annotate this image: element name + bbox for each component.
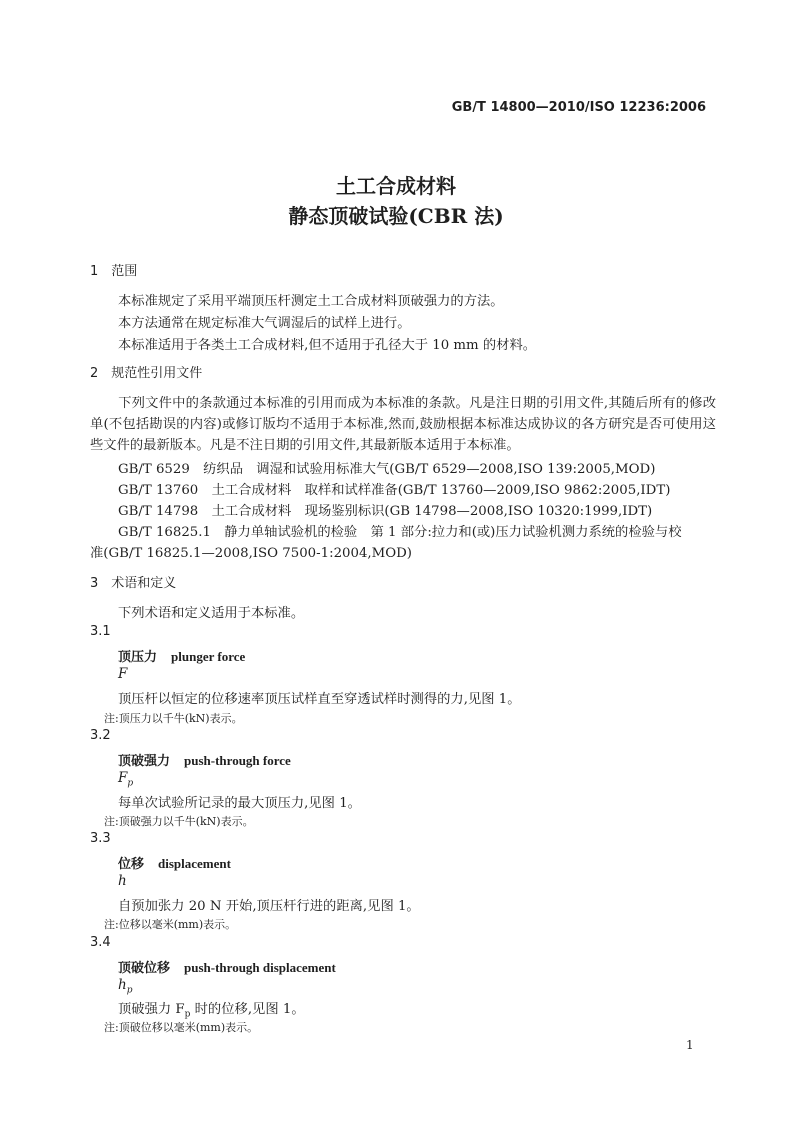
term-definition: 顶压杆以恒定的位移速率顶压试样直至穿透试样时测得的力,见图 1。 — [118, 692, 521, 707]
page-number: 1 — [686, 1038, 694, 1052]
term-note: 注:位移以毫米(mm)表示。 — [104, 918, 237, 931]
term-definition-pre: 顶破强力 F — [118, 1002, 185, 1017]
term-note: 注:顶破强力以千牛(kN)表示。 — [104, 815, 254, 828]
term-chinese: 顶破强力 — [118, 754, 171, 769]
reference-item: GB/T 14798 土工合成材料 现场鉴别标识(GB 14798—2008,ISO 10320:1999,IDT) — [118, 504, 653, 519]
term-heading — [118, 957, 336, 976]
term-definition — [118, 998, 305, 1020]
term-number: 3.3 — [90, 831, 111, 846]
reference-item: GB/T 6529 纺织品 调湿和试验用标准大气(GB/T 6529—2008,ISO 139:2005,MOD) — [118, 462, 656, 477]
section-2-heading: 2 规范性引用文件 — [90, 366, 203, 381]
term-symbol — [118, 977, 132, 996]
term-english: push-through displacement — [184, 960, 336, 975]
term-symbol — [118, 666, 127, 685]
section-1-paragraph: 本方法通常在规定标准大气调湿后的试样上进行。 — [118, 316, 411, 331]
term-definition-sub: p — [184, 1009, 191, 1020]
term-chinese: 顶压力 — [118, 650, 158, 665]
term-number: 3.1 — [90, 624, 111, 639]
term-symbol-sub: p — [127, 778, 134, 789]
term-definition-post: 时的位移,见图 1。 — [190, 1002, 305, 1017]
term-definition: 自预加张力 20 N 开始,顶压杆行进的距离,见图 1。 — [118, 899, 420, 914]
term-symbol-main: h — [118, 977, 127, 993]
section-2-intro — [90, 393, 716, 456]
term-note: 注:顶压力以千牛(kN)表示。 — [104, 712, 243, 725]
term-symbol — [118, 873, 127, 892]
term-english: plunger force — [171, 649, 246, 664]
term-chinese: 位移 — [118, 857, 145, 872]
term-note: 注:顶破位移以毫米(mm)表示。 — [104, 1021, 259, 1034]
term-chinese: 顶破位移 — [118, 961, 171, 976]
title-line-2: 静态顶破试验(CBR 法) — [288, 204, 504, 228]
term-number: 3.2 — [90, 728, 111, 743]
term-english: push-through force — [184, 753, 291, 768]
standard-number: GB/T 14800—2010/ISO 12236:2006 — [451, 100, 706, 115]
term-symbol-main: F — [118, 666, 128, 682]
term-symbol — [118, 770, 133, 789]
section-3-heading: 3 术语和定义 — [90, 576, 177, 591]
section-3-intro: 下列术语和定义适用于本标准。 — [118, 606, 305, 621]
reference-item: GB/T 13760 土工合成材料 取样和试样准备(GB/T 13760—2009,ISO 9862:2005,IDT) — [118, 483, 671, 498]
section-1-heading: 1 范围 — [90, 264, 138, 279]
term-number: 3.4 — [90, 935, 111, 950]
section-1-paragraph: 本标准规定了采用平端顶压杆测定土工合成材料顶破强力的方法。 — [118, 294, 504, 309]
term-symbol-main: F — [118, 770, 128, 786]
term-heading — [118, 646, 245, 665]
term-definition: 每单次试验所记录的最大顶压力,见图 1。 — [118, 796, 361, 811]
reference-item-continued: 准(GB/T 16825.1—2008,ISO 7500-1:2004,MOD) — [90, 546, 412, 561]
term-symbol-main: h — [118, 873, 127, 889]
term-heading — [118, 750, 291, 769]
reference-item: GB/T 16825.1 静力单轴试验机的检验 第 1 部分:拉力和(或)压力试验机测力系统的检验与校 — [118, 525, 682, 540]
term-symbol-sub: p — [126, 985, 133, 996]
term-heading — [118, 853, 231, 872]
title-line-1: 土工合成材料 — [336, 174, 456, 198]
section-2-intro-text: 下列文件中的条款通过本标准的引用而成为本标准的条款。凡是注日期的引用文件,其随后所有的修改单(不包括勘误的内容)或修订版均不适用于本标准,然而,鼓励根据本标准达成协议的各方研究是否可使用这些文件的最新版本。凡是不注日期的引用文件,其最新版本适用于本标准。 — [90, 396, 716, 453]
section-1-paragraph: 本标准适用于各类土工合成材料,但不适用于孔径大于 10 mm 的材料。 — [118, 338, 537, 353]
term-english: displacement — [158, 856, 231, 871]
